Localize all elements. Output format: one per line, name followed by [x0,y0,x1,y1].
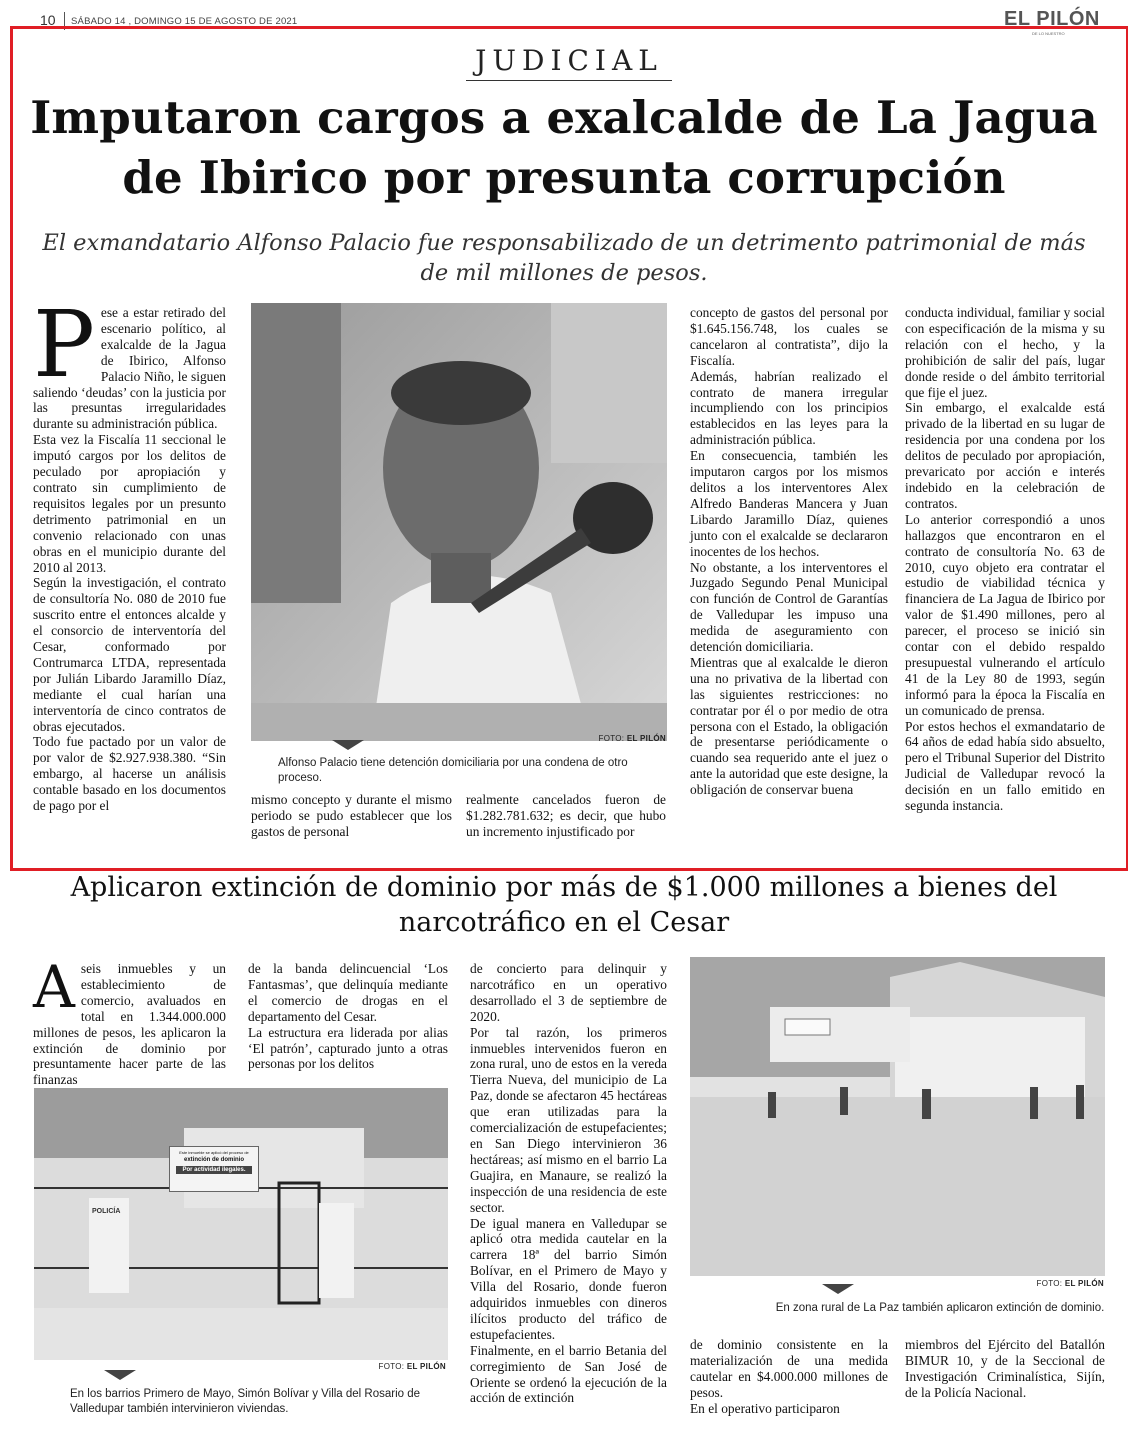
article-column-2-bottom: mismo concepto y durante el mismo periodo se pudo establecer que los gastos de personal [251,792,452,839]
paragraph: En consecuencia, también les imputaron cargos por los mismos delitos a los interventores Alex Alfredo Banderas Mancera y Juan Libardo Jaramillo Díaz, quienes junto con el exalcalde se declararon inocentes de los hechos. [690,448,888,559]
sign-line: Por actividad ilegales. [176,1166,252,1174]
header-date: SÁBADO 14 , DOMINGO 15 DE AGOSTO DE 2021 [71,16,298,27]
main-photo [251,303,667,741]
rural-house-photo-illustration [690,957,1105,1276]
second-article-column-2 [248,961,448,1072]
drop-cap: P [33,291,95,398]
caption-arrow [104,1370,136,1380]
paragraph: De igual manera en Valledupar se aplicó otra medida cautelar en la carrera 18ª del barrio Simón Bolívar, en el Primero de Mayo y Villa del Rosario, donde fueron adquiridos inmuebles con dineros ilícitos producto del tráfico de estupefacientes. [470,1215,667,1342]
photo-credit: FOTO: EL PILÓN [378,1362,446,1371]
sign-line: extinción de dominio [183,1157,244,1163]
photo-credit: FOTO: EL PILÓN [1036,1279,1104,1288]
drop-cap: A [33,953,75,1021]
article-column-5 [905,305,1105,814]
paragraph: Según la investigación, el contrato de consultoría No. 080 de 2010 fue suscrito entre el entonces alcalde y el consorcio de interventoría del Cesar, conformado por Contrumarca LTDA, representada por Julián Libardo Jaramillo Díaz, mediante el cual harían una interventoría de cinco contratos de obras ejecutados. [33,575,226,734]
article-column-4 [690,305,888,798]
section-label: JUDICIAL [475,44,663,77]
second-article-photo-1 [34,1088,448,1360]
police-vest-label: POLICÍA [92,1208,121,1215]
second-article-column-4 [690,1337,888,1417]
second-article-column-1 [33,953,226,1088]
second-article-photo-2 [690,957,1105,1276]
paragraph: Además, habrían realizado el contrato de manera irregular incumpliendo con los principios establecidos en las leyes para la administración pública. [690,368,888,448]
paragraph: concepto de gastos del personal por $1.645.156.748, los cuales se cancelaron al contratista”, dijo la Fiscalía. [690,305,888,368]
photo-caption: En zona rural de La Paz también aplicaron extinción de dominio. [775,1302,1105,1314]
portrait-photo-illustration [251,303,667,741]
paragraph: Todo fue pactado por un valor de por valor de $2.927.938.380. “Sin embargo, al hacerse un análisis contable basado en los documentos de pago por el [33,734,226,814]
house-photo-illustration [34,1088,448,1360]
article-column-1 [33,291,226,814]
photo-credit: FOTO: EL PILÓN [598,734,666,743]
sign-line: Este inmueble se aplicó del proceso de [179,1150,249,1155]
paragraph: de la banda delincuencial ‘Los Fantasmas’, que delinquía mediante el comercio de drogas en el departamento del Cesar. [248,961,448,1024]
section-underline [466,80,672,81]
paragraph: de dominio consistente en la materialización de una medida cautelar en $4.000.000 millones de pesos. [690,1337,888,1400]
paragraph: de concierto para delinquir y narcotráfico en un operativo desarrollado el 3 de septiembre de 2020. [470,961,667,1024]
paragraph: conducta individual, familiar y social con especificación de la misma y su relación con el hecho, y la prohibición de salir del país, lugar donde reside o del ámbito territorial que fije el juez. [905,305,1105,400]
article-headline: Imputaron cargos a exalcalde de La Jagua de Ibirico por presunta corrupción [30,91,1098,204]
paragraph: Lo anterior correspondió a unos hallazgos que encontraron en el contrato de consultoría No. 63 de 2010, cuyo objeto era contratar el estudio de viabilidad técnica y financiera de La Jagua de Ibirico por valor de $1.490 millones, pero al parecer, el proceso se inició sin contar con el debido respaldo presupuestal vulnerando el artículo 41 de la Ley 80 de 1993, según informó para la época la Fiscalía en un comunicado de prensa. [905,511,1105,718]
paragraph: Finalmente, en el barrio Betania del corregimiento de San José de Oriente se ordenó la ejecución de la acción de extinción [470,1342,667,1406]
second-article-headline: Aplicaron extinción de dominio por más de $1.000 millones a bienes del narcotráfico en el Cesar [70,872,1058,938]
page-number: 10 [40,12,56,28]
photo-caption: Alfonso Palacio tiene detención domiciliaria por una condena de otro proceso. [278,757,628,784]
paragraph: miembros del Ejército del Batallón BIMUR 10, y de la Seccional de Investigación Criminalística, Sijín, de la Policía Nacional. [905,1337,1105,1400]
paragraph: ese a estar retirado del escenario político, al exalcalde de la Jagua de Ibirico, Alfonso Palacio Niño, le siguen saliendo ‘deudas’ con la justicia por las presuntas irregularidades durante su administración pública. [33,305,226,432]
paragraph: Por tal razón, los primeros inmuebles intervenidos fueron en zona rural, uno de estos en la vereda Tierra Nueva, del municipio de La Paz, donde se afectaron 45 hectáreas que eran utilizadas para la comercialización de estupefacientes; en San Diego intervinieron 36 hectáreas; así mismo en el barrio La Guajira, en Manaure, se realizó la inspección de una residencia de este sector. [470,1024,667,1215]
caption-arrow [822,1284,854,1294]
caption-arrow [332,740,364,750]
article-subtitle: El exmandatario Alfonso Palacio fue responsabilizado de un detrimento patrimonial de más de mil millones de pesos. [42,230,1086,286]
paragraph: No obstante, a los interventores el Juzgado Segundo Penal Municipal con función de Control de Garantías de Valledupar les impuso una medida de aseguramiento con detención domiciliaria. [690,559,888,655]
paragraph: Esta vez la Fiscalía 11 seccional le imputó cargos por los delitos de peculado por apropiación y contrato sin cumplimiento de requisitos legales por un presunto detrimento patrimonial en un convenio relacionado con unas obras en el municipio durante del 2010 al 2013. [33,432,226,575]
article-column-3-bottom: realmente cancelados fueron de $1.282.781.632; es decir, que hubo un incremento injustificado por [466,792,666,839]
paragraph: Mientras que al exalcalde le dieron una no privativa de la libertad con las siguientes restricciones: no contratar por él o por medio de otra persona con el Estado, la obligación de presentarse periódicamente o cuando sea requerido ante el juez o ante la autoridad que este designe, la obligación de conservar buena [690,654,888,798]
masthead-logo: EL PILÓN [1004,8,1100,30]
paragraph: En el operativo participaron [690,1400,840,1416]
second-article-column-5 [905,1337,1105,1401]
masthead-tagline: DE LO NUESTRO [1032,31,1065,36]
extinction-sign [169,1146,259,1192]
paragraph: La estructura era liderada por alias ‘El patrón’, capturado junto a otras personas por los delitos [248,1024,448,1072]
paragraph: Por estos hechos el exmandatario de 64 años de edad había sido absuelto, pero el Tribunal Superior del Distrito Judicial de Valledupar revocó la decisión en un fallo emitido en segunda instancia. [905,718,1105,814]
photo-caption: En los barrios Primero de Mayo, Simón Bolívar y Villa del Rosario de Valledupar también intervinieron viviendas. [70,1388,421,1415]
second-article-column-3 [470,961,667,1406]
paragraph: seis inmuebles y un establecimiento de comercio, avaluados en total en 1.344.000.000 millones de pesos, les aplicaron la extinción de dominio por presuntamente hacer parte de las finanzas [33,961,226,1088]
paragraph: Sin embargo, el exalcalde está privado de la libertad en su lugar de residencia por una condena por los delitos de peculado por apropiación, prevaricato por acción e interés indebido en la celebración de contratos. [905,400,1105,511]
